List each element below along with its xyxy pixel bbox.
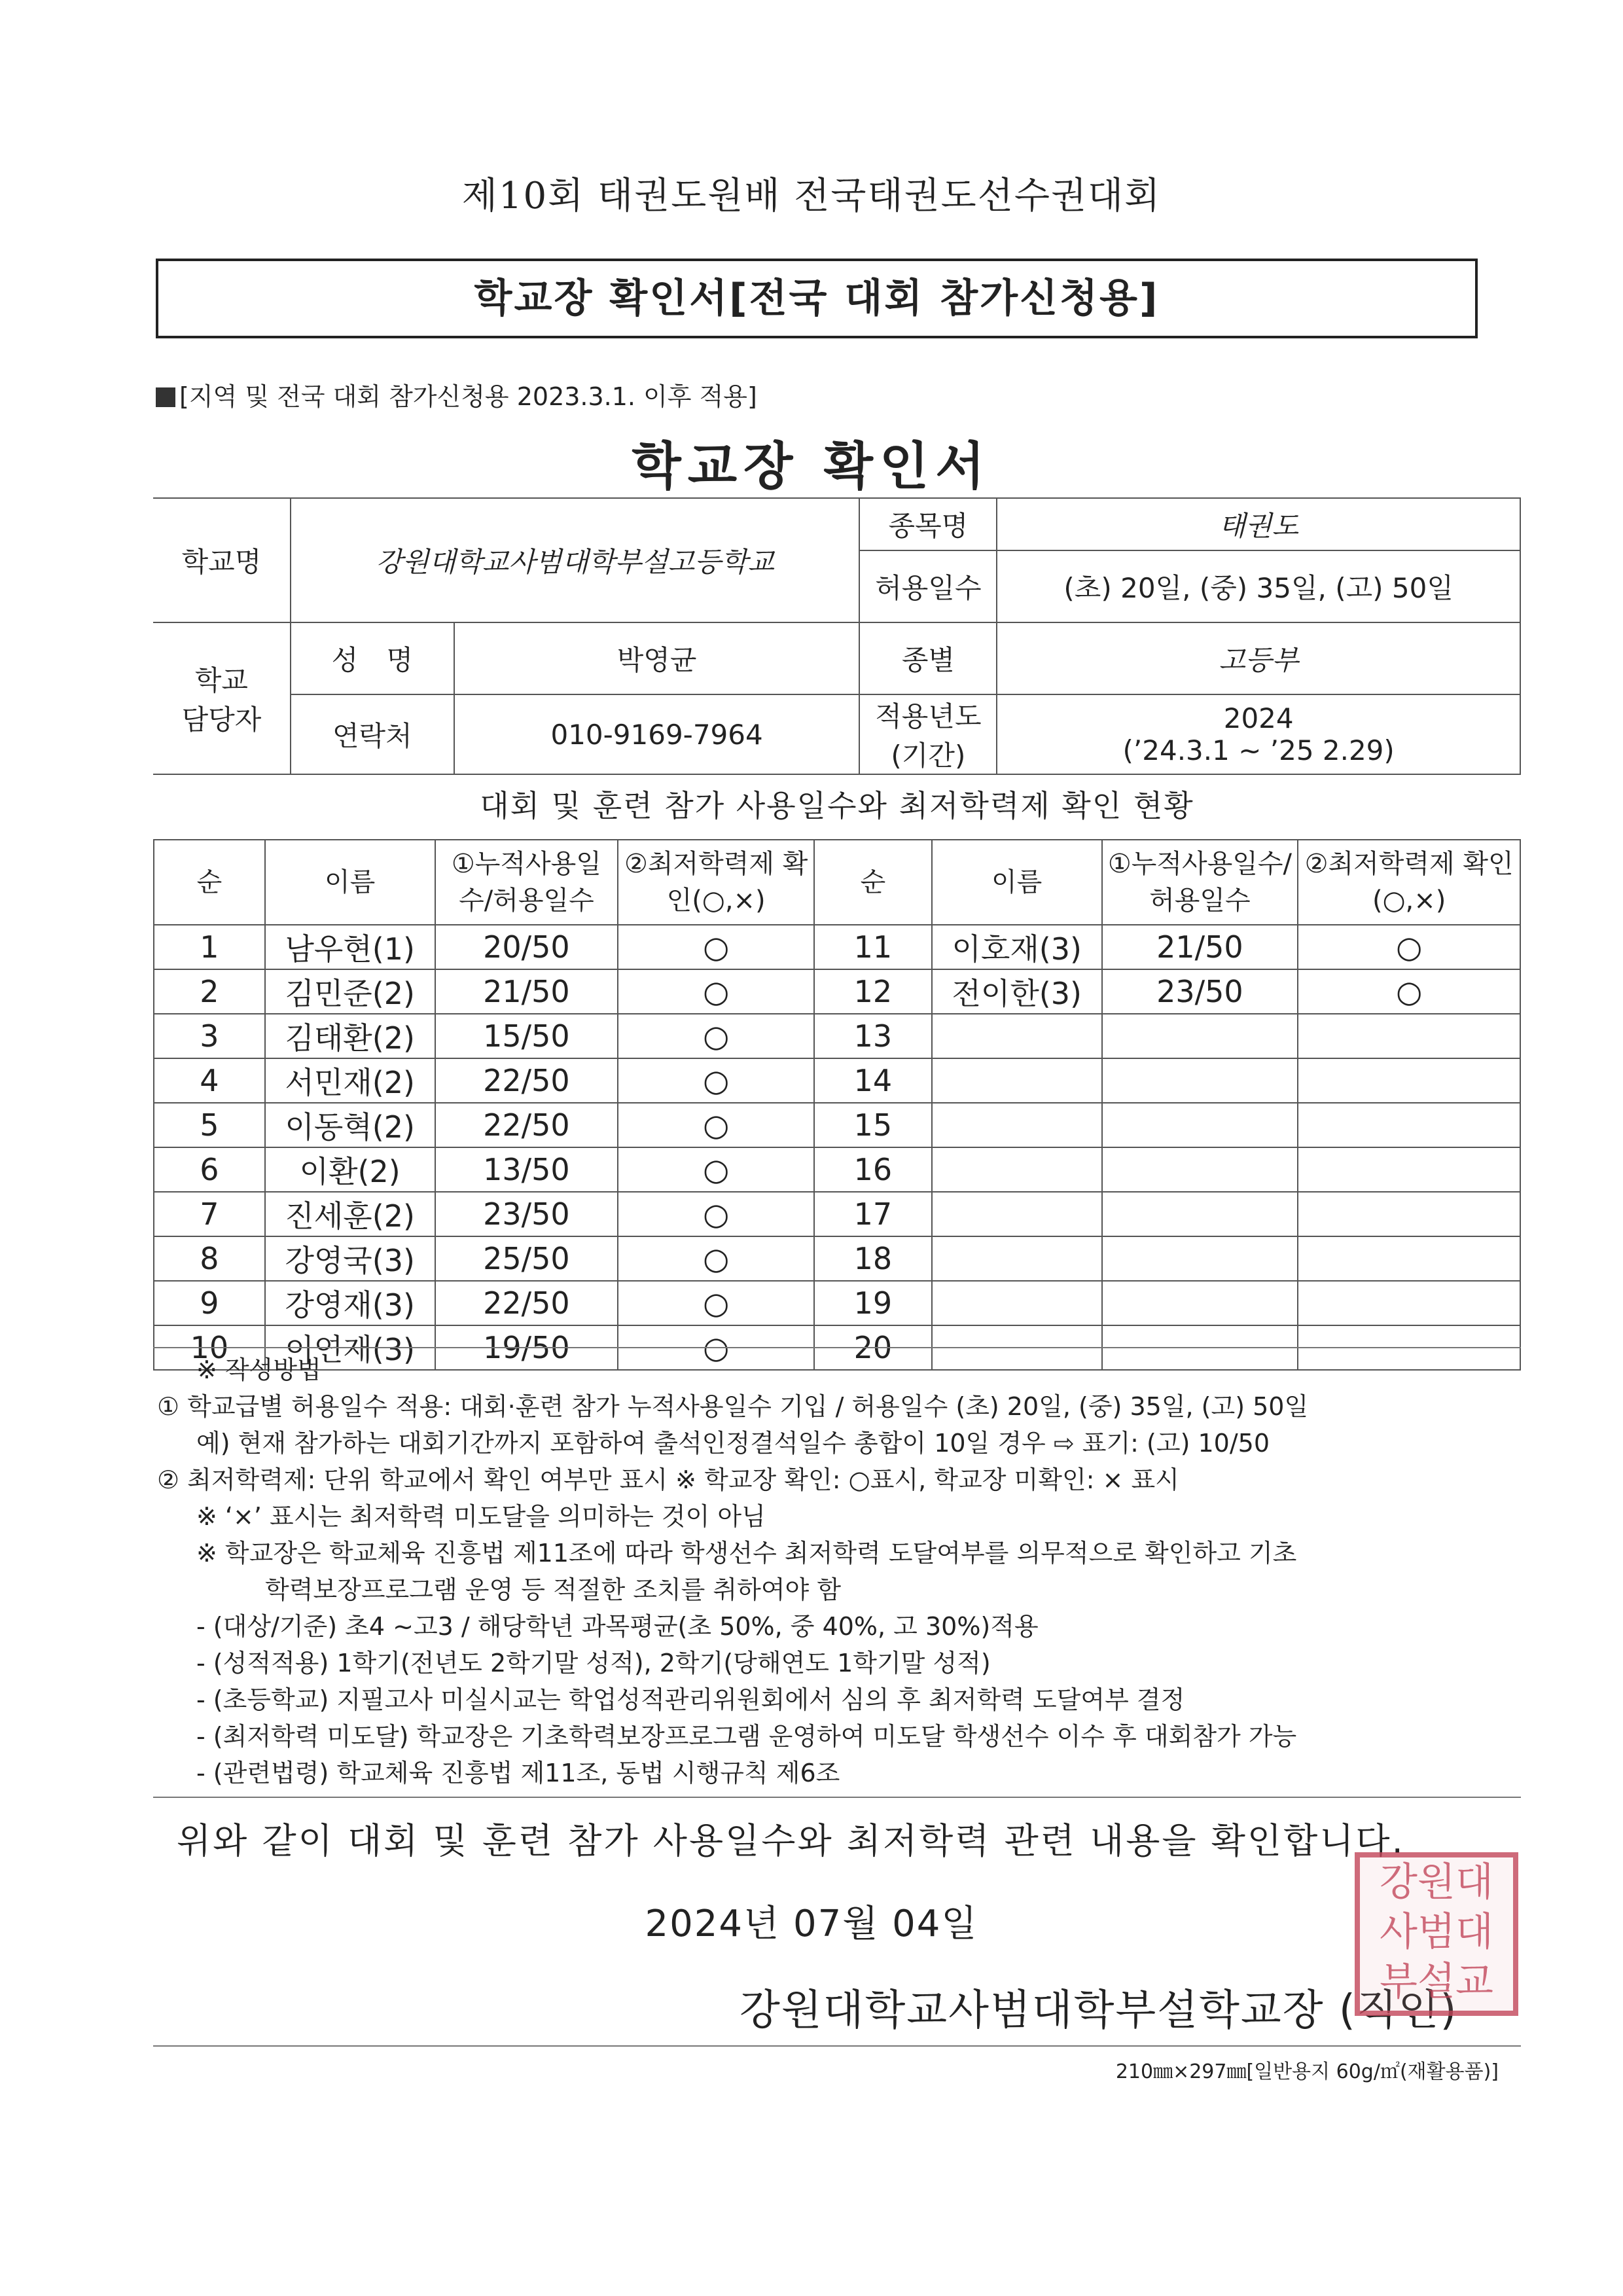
- row-name: 김태환(2): [265, 1014, 435, 1058]
- row-days: [1102, 1281, 1298, 1325]
- row-days: 22/50: [435, 1058, 618, 1103]
- row-name: [932, 1014, 1102, 1058]
- name-label: 성 명: [291, 622, 454, 694]
- table-row: [154, 1103, 1520, 1147]
- sport-value: 태권도: [997, 498, 1520, 550]
- row-days: 22/50: [435, 1103, 618, 1147]
- header-no: 순: [814, 840, 932, 925]
- row-name: 이동혁(2): [265, 1103, 435, 1147]
- row-days: [1102, 1058, 1298, 1103]
- row-days: [1102, 1236, 1298, 1281]
- row-days: 21/50: [1102, 925, 1298, 969]
- row-check: [1298, 1014, 1520, 1058]
- allowed-days-label: 허용일수: [859, 550, 997, 622]
- note-line: ① 학교급별 허용일수 적용: 대회·훈련 참가 누적사용일수 기입 / 허용일수 (초) 20일, (중) 35일, (고) 50일: [157, 1392, 1309, 1421]
- main-title: 학교장 확인서: [632, 437, 991, 496]
- row-days: 23/50: [1102, 969, 1298, 1014]
- row-check: ○: [618, 1236, 814, 1281]
- row-days: 13/50: [435, 1147, 618, 1192]
- row-name: 강영국(3): [265, 1236, 435, 1281]
- header-name: 이름: [932, 840, 1102, 925]
- row-no: 19: [814, 1281, 932, 1325]
- row-check: ○: [618, 969, 814, 1014]
- row-name: 전이한(3): [932, 969, 1102, 1014]
- row-no: 16: [814, 1147, 932, 1192]
- row-days: 21/50: [435, 969, 618, 1014]
- row-no: 17: [814, 1192, 932, 1236]
- allowed-days-value: (초) 20일, (중) 35일, (고) 50일: [997, 550, 1520, 622]
- notice: [156, 376, 757, 412]
- table-row: [154, 1014, 1520, 1058]
- row-no: 12: [814, 969, 932, 1014]
- divider: [153, 1797, 1521, 1798]
- manager-label: 학교 담당자: [153, 622, 291, 774]
- notice-text: [지역 및 전국 대회 참가신청용 2023.3.1. 이후 적용]: [179, 382, 757, 411]
- row-days: 23/50: [435, 1192, 618, 1236]
- row-no: 2: [154, 969, 265, 1014]
- row-check: ○: [618, 1281, 814, 1325]
- note-line: - (최저학력 미도달) 학교장은 기초학력보장프로그램 운영하여 미도달 학생선수 이수 후 대회참가 가능: [196, 1722, 1297, 1751]
- row-days: [1102, 1103, 1298, 1147]
- header-days: ①누적사용일수/허용일수: [435, 840, 618, 925]
- roster-header-row: [154, 840, 1520, 925]
- row-name: 남우현(1): [265, 925, 435, 969]
- row-no: 11: [814, 925, 932, 969]
- roster-table: [153, 839, 1521, 1371]
- table-row: [154, 1058, 1520, 1103]
- row-name: [932, 1103, 1102, 1147]
- table-row: [154, 969, 1520, 1014]
- school-name: 강원대학교사범대학부설고등학교: [291, 498, 860, 622]
- row-name: 서민재(2): [265, 1058, 435, 1103]
- note-line: ※ 학교장은 학교체육 진흥법 제11조에 따라 학생선수 최저학력 도달여부를 의무적으로 확인하고 기초: [196, 1539, 1297, 1568]
- row-check: ○: [618, 925, 814, 969]
- row-check: ○: [618, 1192, 814, 1236]
- contact-value: 010-9169-7964: [454, 694, 860, 774]
- row-check: [1298, 1236, 1520, 1281]
- row-days: 25/50: [435, 1236, 618, 1281]
- table-row: [154, 1192, 1520, 1236]
- header-no: 순: [154, 840, 265, 925]
- writing-instructions: [157, 1352, 1518, 1791]
- row-name: 김민준(2): [265, 969, 435, 1014]
- table-row: [154, 1281, 1520, 1325]
- row-days: 19/50: [435, 1325, 618, 1370]
- note-line: - (초등학교) 지필고사 미실시교는 학업성적관리위원회에서 심의 후 최저학력 도달여부 결정: [196, 1685, 1185, 1714]
- row-no: 8: [154, 1236, 265, 1281]
- row-check: ○: [1298, 925, 1520, 969]
- signer: 강원대학교사범대학부설학교장 (직인): [740, 1986, 1458, 2035]
- row-days: [1102, 1014, 1298, 1058]
- row-check: ○: [618, 1014, 814, 1058]
- table-row: [154, 1147, 1520, 1192]
- row-name: 이연재(3): [265, 1325, 435, 1370]
- note-line: ※ ‘×’ 표시는 최저학력 미도달을 의미하는 것이 아님: [196, 1502, 766, 1531]
- row-name: [932, 1236, 1102, 1281]
- issue-date: 2024년 07월 04일: [645, 1903, 978, 1945]
- row-no: 1: [154, 925, 265, 969]
- contact-label: 연락처: [291, 694, 454, 774]
- row-name: [932, 1147, 1102, 1192]
- row-check: ○: [618, 1058, 814, 1103]
- row-check: [1298, 1281, 1520, 1325]
- row-name: 진세훈(2): [265, 1192, 435, 1236]
- row-no: 7: [154, 1192, 265, 1236]
- row-no: 20: [814, 1325, 932, 1370]
- year-value: 2024 (’24.3.1 ~ ’25 2.29): [997, 694, 1520, 774]
- row-check: [1298, 1058, 1520, 1103]
- header-check: ②최저학력제 확인(○,×): [618, 840, 814, 925]
- header-days: ①누적사용일수/ 허용일수: [1102, 840, 1298, 925]
- row-no: 13: [814, 1014, 932, 1058]
- row-no: 3: [154, 1014, 265, 1058]
- row-no: 10: [154, 1325, 265, 1370]
- row-no: 15: [814, 1103, 932, 1147]
- form-box-title: 학교장 확인서[전국 대회 참가신청용]: [156, 259, 1478, 338]
- confirmation-text: 위와 같이 대회 및 훈련 참가 사용일수와 최저학력 관련 내용을 확인합니다.: [177, 1820, 1405, 1861]
- row-name: 이호재(3): [932, 925, 1102, 969]
- notes-heading: ※ 작성방법: [196, 1355, 321, 1384]
- note-line: ② 최저학력제: 단위 학교에서 확인 여부만 표시 ※ 학교장 확인: ○표시, 학교장 미확인: × 표시: [157, 1465, 1179, 1494]
- row-no: 14: [814, 1058, 932, 1103]
- row-name: 강영재(3): [265, 1281, 435, 1325]
- roster-title: 대회 및 훈련 참가 사용일수와 최저학력제 확인 현황: [480, 788, 1194, 823]
- note-line: 예) 현재 참가하는 대회기간까지 포함하여 출석인정결석일수 총합이 10일 경우 ⇨ 표기: (고) 10/50: [196, 1429, 1270, 1458]
- table-row: [154, 925, 1520, 969]
- square-bullet-icon: [156, 387, 175, 407]
- note-line: - (관련법령) 학교체육 진흥법 제11조, 동법 시행규칙 제6조: [196, 1759, 840, 1787]
- row-no: 6: [154, 1147, 265, 1192]
- row-no: 18: [814, 1236, 932, 1281]
- row-name: [932, 1192, 1102, 1236]
- school-label: 학교명: [153, 498, 291, 622]
- official-seal: 강원대 사범대 부설교: [1355, 1852, 1518, 2016]
- note-line: - (대상/기준) 초4 ~고3 / 해당학년 과목평균(초 50%, 중 40%, 고 30%)적용: [196, 1612, 1039, 1641]
- row-days: 22/50: [435, 1281, 618, 1325]
- row-no: 5: [154, 1103, 265, 1147]
- category-value: 고등부: [997, 622, 1520, 694]
- row-name: [932, 1281, 1102, 1325]
- row-no: 9: [154, 1281, 265, 1325]
- row-check: ○: [618, 1325, 814, 1370]
- school-info-table: [153, 497, 1521, 775]
- row-check: [1298, 1192, 1520, 1236]
- row-days: 20/50: [435, 925, 618, 969]
- divider: [153, 1347, 1521, 1348]
- year-label: 적용년도 (기간): [859, 694, 997, 774]
- row-no: 4: [154, 1058, 265, 1103]
- table-row: [154, 1236, 1520, 1281]
- note-line: 학력보장프로그램 운영 등 적절한 조치를 취하여야 함: [265, 1575, 842, 1604]
- row-check: ○: [618, 1147, 814, 1192]
- paper-spec: 210㎜×297㎜[일반용지 60g/㎡(재활용품)]: [1115, 2060, 1499, 2083]
- header-check: ②최저학력제 확인(○,×): [1298, 840, 1520, 925]
- row-check: [1298, 1103, 1520, 1147]
- name-value: 박영균: [454, 622, 860, 694]
- event-title: 제10회 태권도원배 전국태권도선수권대회: [461, 175, 1162, 217]
- row-days: [1102, 1192, 1298, 1236]
- note-line: - (성적적용) 1학기(전년도 2학기말 성적), 2학기(당해연도 1학기말 성적): [196, 1649, 991, 1677]
- row-check: [1298, 1147, 1520, 1192]
- row-check: ○: [618, 1103, 814, 1147]
- row-days: [1102, 1147, 1298, 1192]
- row-name: 이환(2): [265, 1147, 435, 1192]
- row-check: ○: [1298, 969, 1520, 1014]
- sport-label: 종목명: [859, 498, 997, 550]
- row-name: [932, 1058, 1102, 1103]
- category-label: 종별: [859, 622, 997, 694]
- header-name: 이름: [265, 840, 435, 925]
- row-days: 15/50: [435, 1014, 618, 1058]
- divider: [153, 2045, 1521, 2047]
